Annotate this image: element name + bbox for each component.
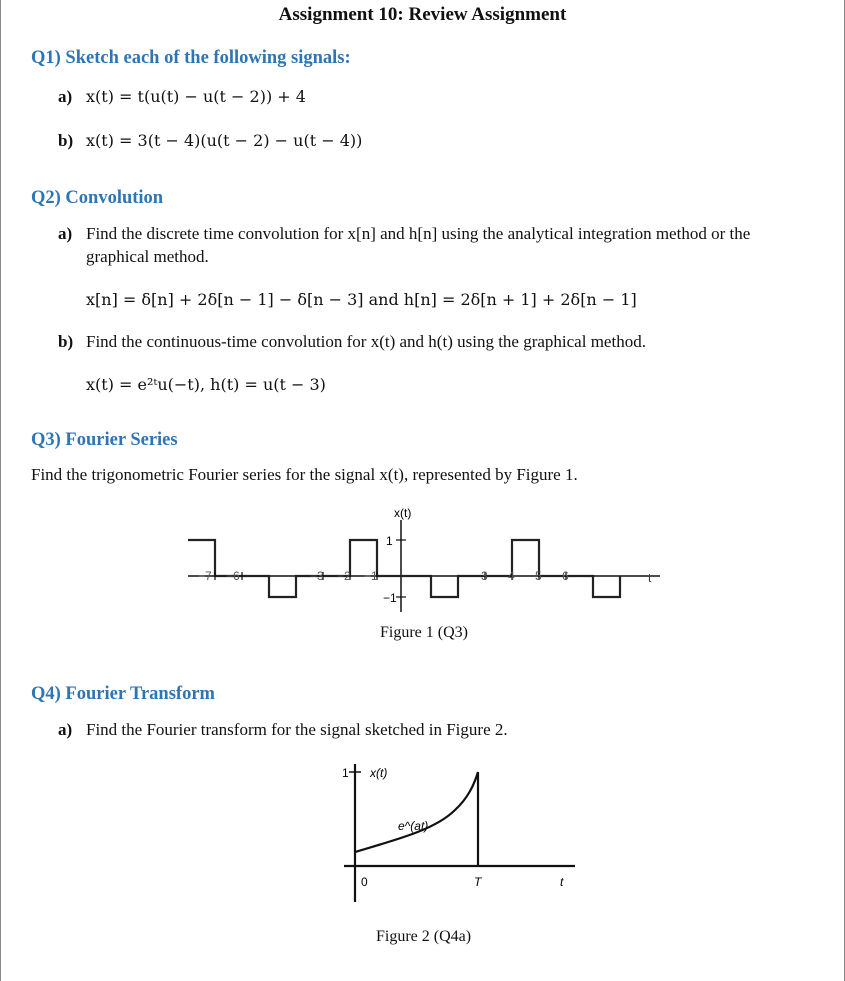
q2a-label: a) xyxy=(58,224,73,243)
figure1-xlabel: t xyxy=(648,571,652,585)
figure1-tick-label: 4 xyxy=(508,569,515,583)
figure1-square-wave xyxy=(180,500,660,615)
figure1-ylabel: x(t) xyxy=(394,506,412,520)
figure1-tick-label: −1 xyxy=(364,569,378,583)
figure1-tick-label: 5 xyxy=(535,569,542,583)
figure2-origin-label: 0 xyxy=(361,875,368,889)
q3-text: Find the trigonometric Fourier series for the signal x(t), represented by Figure 1. xyxy=(31,465,578,484)
q1b-item xyxy=(58,131,362,151)
q1b-label: b) xyxy=(58,131,74,150)
q4a-label: a) xyxy=(58,720,73,739)
q2b-text: Find the continuous-time convolution for x(t) and h(t) using the graphical method. xyxy=(86,332,646,351)
q2b-label: b) xyxy=(58,332,74,351)
q4a-item xyxy=(58,720,508,740)
figure2-ylabel: x(t) xyxy=(370,766,388,780)
q4-heading: Q4) Fourier Transform xyxy=(31,684,215,704)
q1b-equation: x(t) = 3(t − 4)(u(t − 2) − u(t − 4)) xyxy=(86,131,363,150)
figure2-xlabel: t xyxy=(560,875,564,889)
figure1-tick-label: −3 xyxy=(310,569,324,583)
q2-heading: Q2) Convolution xyxy=(31,188,164,208)
q1a-label: a) xyxy=(58,87,73,106)
figure1-y-tick-neg: −1 xyxy=(383,591,397,605)
q1a-equation: x(t) = t(u(t) − u(t − 2)) + 4 xyxy=(86,87,306,106)
figure1-tick-label: −6 xyxy=(226,569,240,583)
figure2-exponential-pulse xyxy=(330,760,590,905)
q3-heading: Q3) Fourier Series xyxy=(31,430,178,450)
figure2-curve xyxy=(355,772,478,852)
figure1-tick-label: −2 xyxy=(337,569,351,583)
q2a-equation: x[n] = δ[n] + 2δ[n − 1] − δ[n − 3] and h[n] = 2δ[n + 1] + 2δ[n − 1] xyxy=(86,290,637,309)
figure1-caption: Figure 1 (Q3) xyxy=(380,624,468,641)
q2b-equation: x(t) = e²ᵗu(−t), h(t) = u(t − 3) xyxy=(86,375,326,394)
q1a-item xyxy=(58,87,306,107)
q2a-text-line2: graphical method. xyxy=(86,247,209,266)
q2a-item xyxy=(58,224,750,244)
figure1-tick-label: 6 xyxy=(562,569,569,583)
figure1-y-tick-pos: 1 xyxy=(386,534,393,548)
figure2-caption: Figure 2 (Q4a) xyxy=(376,928,472,945)
assignment-title: Assignment 10: Review Assignment xyxy=(278,4,567,25)
figure2-tick-T: T xyxy=(474,875,482,889)
figure1-tick-label: 3 xyxy=(481,569,488,583)
q2a-text-line1: Find the discrete time convolution for x[n] and h[n] using the analytical integration method or the xyxy=(86,224,751,243)
q1-heading: Q1) Sketch each of the following signals: xyxy=(31,48,351,68)
figure1-tick-label: −7 xyxy=(198,569,212,583)
figure2-curve-label: e^(at) xyxy=(398,819,429,833)
figure2-y-tick: 1 xyxy=(342,766,349,780)
q2b-item xyxy=(58,332,646,352)
figure1-waveform xyxy=(188,540,620,597)
q4a-text: Find the Fourier transform for the signal sketched in Figure 2. xyxy=(86,720,508,739)
